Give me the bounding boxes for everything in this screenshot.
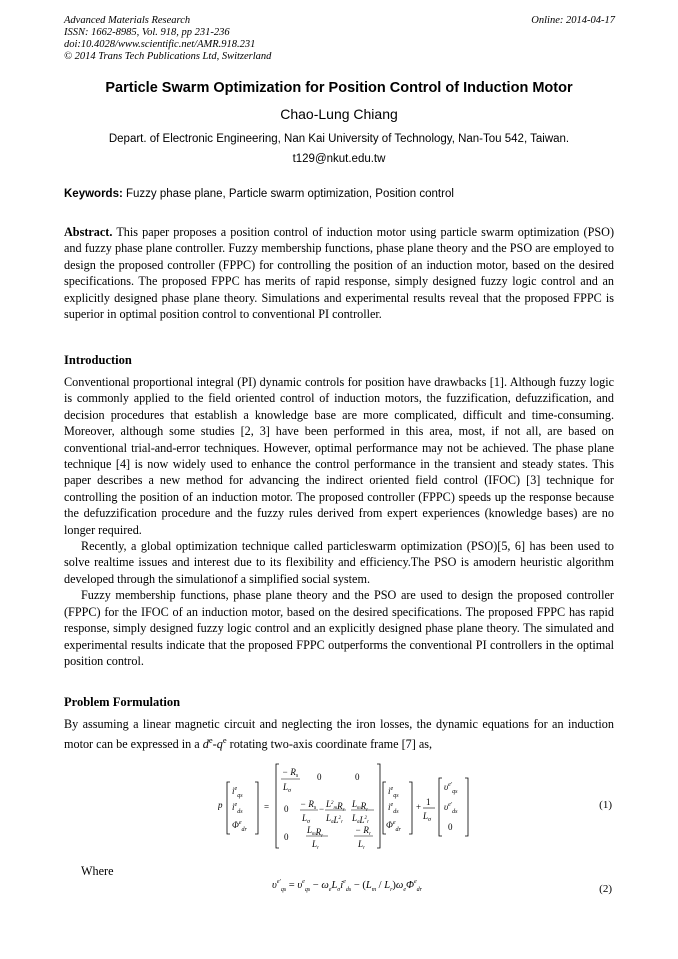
svg-text:0: 0 bbox=[284, 804, 289, 814]
frame-q-sup: e bbox=[222, 735, 227, 746]
journal-copyright: © 2014 Trans Tech Publications Ltd, Switzerland bbox=[64, 51, 272, 62]
svg-text:Lr: $L_r$ bbox=[358, 839, 365, 851]
paper-title: Particle Swarm Optimization for Position Control of Induction Motor bbox=[105, 80, 573, 96]
svg-text:0: 0 bbox=[355, 772, 360, 782]
svg-text:ieqs: $i^e_{qs}$ bbox=[388, 786, 399, 799]
keywords-text: Fuzzy phase plane, Particle swarm optimization, Position control bbox=[126, 188, 454, 200]
svg-text:Lσ: $L_\sigma$ bbox=[283, 782, 291, 794]
svg-text:υe′ds: $\upsilon^{e'}_{ds}$ bbox=[444, 802, 458, 815]
svg-text:− Rs: − $R_s$ bbox=[282, 767, 299, 779]
author-affiliation: Depart. of Electronic Engineering, Nan Kai University of Technology, Nan-Tou 542, Taiwan. bbox=[108, 133, 570, 145]
equation-1-number: (1) bbox=[599, 799, 612, 811]
svg-text:ieds: $i^e_{ds}$ bbox=[232, 802, 243, 815]
frame-q: q bbox=[216, 737, 223, 752]
author-name: Chao-Lung Chiang bbox=[280, 106, 398, 122]
journal-header bbox=[64, 15, 271, 63]
journal-name: Advanced Materials Research bbox=[64, 15, 191, 26]
problem-text-a: By assuming a linear magnetic circuit and neglecting the iron losses, the dynamic equations for an induction motor can be expressed in a bbox=[64, 717, 614, 752]
svg-text:LσL2r: $L_\sigma L^2_r$ bbox=[326, 813, 343, 825]
abstract-text: This paper proposes a position control of induction motor using particle swarm optimization (PSO) and fuzzy phase plane controller. Fuzzy membership functions, phase plane theory and the PSO are employed to design the proposed controller (FPPC) for controlling the position of an induction motor, based on the desired specifications. The proposed FPPC has merits of rapid response, simply designed fuzzy logic control and an explicitly designed phase plane theory. Simulations and experimental results reveal that the proposed FPPC is superior in optimal position control to conventional PI controller. bbox=[64, 225, 614, 322]
svg-text:LmRr: $L_mR_r$ bbox=[352, 799, 369, 813]
svg-text:Lr: $L_r$ bbox=[312, 839, 319, 851]
frame-d: d bbox=[202, 737, 209, 752]
svg-text:LmRr: $L_mR_r$ bbox=[307, 825, 324, 839]
problem-text-b: rotating two-axis coordinate frame [7] as, bbox=[229, 737, 433, 752]
introduction-body bbox=[64, 374, 614, 669]
introduction-heading: Introduction bbox=[64, 353, 132, 367]
svg-text:υe′qs = υeqs − ωeLσieds − (Lm: $\upsilon^{e'}_{qs} = \upsilon^e_{qs} - \omega_eL_\sigma i^e_{ds} - (L_m / L_r)\omega_e\Phi^e_{dr}$ bbox=[272, 879, 423, 893]
abstract-label: Abstract. bbox=[64, 225, 113, 239]
svg-text:p: p bbox=[218, 800, 223, 810]
author-email[interactable]: t129@nkut.edu.tw bbox=[292, 153, 386, 165]
intro-paragraph-2: Recently, a global optimization technique called particleswarm optimization (PSO)[5, 6] has been used to solve realtime issues and interest due to its flexibility and efficiency.The PSO is amodern heuristic algorithm developed through the simulationof a simplified social system. bbox=[64, 539, 614, 586]
frame-dash: - bbox=[212, 737, 217, 752]
journal-issn: ISSN: 1662-8985, Vol. 918, pp 231-236 bbox=[64, 27, 230, 38]
svg-text:− Rs: − $R_s$ bbox=[300, 799, 317, 811]
journal-doi[interactable]: doi:10.4028/www.scientific.net/AMR.918.231 bbox=[64, 39, 256, 50]
svg-text:0: 0 bbox=[284, 832, 289, 842]
svg-text:ieds: $i^e_{ds}$ bbox=[388, 802, 399, 815]
svg-text:− Rr: − $R_r$ bbox=[355, 825, 371, 837]
svg-text:LσL2r: $L_\sigma L^2_r$ bbox=[352, 813, 369, 825]
intro-paragraph-1: Conventional proportional integral (PI) dynamic controls for position have drawbacks [1]. Although fuzzy logic is commonly applied to the field oriented control of induction motors, the fuzzification, defuzzification, and decision procedures that establish a knowledge base are more complicated, difficult and time-consuming. Moreover, although some studies [2, 3] have been performed in this area, most, if not all, are based on conventional trial-and-error techniques. However, optimal performance may not be achieved. The phase plane technique [4] is now widely used to enhance the control performance in the transient and steady states. This paper describes a new method for advancing the indirect oriented field control (IFOC) [3] technique for controlling the position of an induction motor. The proposed controller (FPPC) speeds up the response because the defuzzification procedure and the fuzzy rules derived from expert experiences (knowledge bases) are no longer required. bbox=[64, 375, 614, 537]
problem-formulation-paragraph bbox=[64, 716, 614, 753]
frame-d-sup: e bbox=[208, 735, 213, 746]
online-date: Online: 2014-04-17 bbox=[531, 15, 615, 26]
equation-1-image bbox=[218, 760, 498, 852]
svg-text:=: = bbox=[264, 802, 270, 812]
svg-text:Φedr: $\Phi^e_{dr}$ bbox=[386, 820, 401, 833]
svg-text:L2mRr: $L^2_mR_r$ bbox=[326, 799, 345, 813]
problem-formulation-heading: Problem Formulation bbox=[64, 695, 181, 709]
svg-text:−: − bbox=[319, 804, 325, 814]
svg-text:ieqs: $i^e_{qs}$ bbox=[232, 786, 243, 799]
equation-2-number: (2) bbox=[599, 883, 612, 895]
abstract-paragraph bbox=[64, 224, 614, 322]
keywords-line bbox=[64, 188, 454, 200]
svg-text:1: 1 bbox=[426, 797, 431, 807]
keywords-label: Keywords: bbox=[64, 188, 123, 200]
svg-text:+: + bbox=[416, 802, 422, 812]
equation-2-image bbox=[272, 872, 442, 896]
svg-text:0: 0 bbox=[317, 772, 322, 782]
svg-text:Φedr: $\Phi^e_{dr}$ bbox=[232, 820, 247, 833]
where-label: Where bbox=[81, 864, 114, 878]
svg-text:Lσ: $L_\sigma$ bbox=[302, 813, 310, 825]
svg-text:Lσ: $L_\sigma$ bbox=[423, 811, 431, 823]
svg-text:0: 0 bbox=[448, 822, 453, 832]
intro-paragraph-3: Fuzzy membership functions, phase plane theory and the PSO are used to design the proposed controller (FPPC) for the IFOC of an induction motor, based on the desired specifications. The proposed FPPC has rapid response, simply designed fuzzy logic control and an explicitly designed phase plane theory. The simulated and experimental results indicate that the proposed FPPC outperforms the conventional PI controllers in the optimal position control. bbox=[64, 588, 614, 668]
svg-text:υe′qs: $\upsilon^{e'}_{qs}$ bbox=[444, 782, 458, 795]
